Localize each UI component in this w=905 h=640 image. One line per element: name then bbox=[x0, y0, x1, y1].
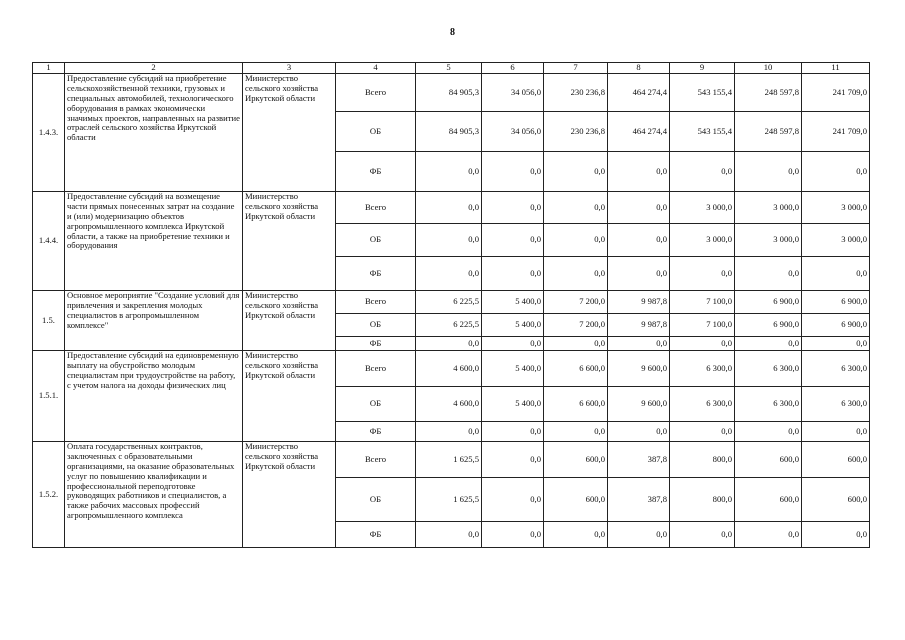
column-header: 2 bbox=[65, 63, 243, 74]
value-cell: 3 000,0 bbox=[735, 224, 802, 257]
value-cell: 0,0 bbox=[608, 224, 670, 257]
value-cell: 0,0 bbox=[482, 224, 544, 257]
funding-source: Всего bbox=[336, 192, 416, 224]
value-cell: 0,0 bbox=[482, 152, 544, 192]
value-cell: 6 900,0 bbox=[802, 291, 870, 314]
column-number-row bbox=[33, 63, 870, 74]
value-cell: 6 900,0 bbox=[735, 291, 802, 314]
value-cell: 0,0 bbox=[608, 422, 670, 442]
column-header: 7 bbox=[544, 63, 608, 74]
value-cell: 600,0 bbox=[735, 478, 802, 522]
value-cell: 9 987,8 bbox=[608, 291, 670, 314]
value-cell: 0,0 bbox=[416, 257, 482, 291]
item-executor: Министерство сельского хозяйства Иркутской области bbox=[243, 74, 336, 192]
value-cell: 0,0 bbox=[735, 152, 802, 192]
value-cell: 6 600,0 bbox=[544, 387, 608, 422]
value-cell: 5 400,0 bbox=[482, 314, 544, 337]
value-cell: 6 225,5 bbox=[416, 291, 482, 314]
value-cell: 248 597,8 bbox=[735, 112, 802, 152]
table-row bbox=[33, 192, 870, 224]
value-cell: 84 905,3 bbox=[416, 74, 482, 112]
value-cell: 5 400,0 bbox=[482, 291, 544, 314]
value-cell: 0,0 bbox=[544, 337, 608, 351]
column-header: 3 bbox=[243, 63, 336, 74]
column-header: 5 bbox=[416, 63, 482, 74]
value-cell: 241 709,0 bbox=[802, 74, 870, 112]
funding-source: ФБ bbox=[336, 522, 416, 548]
value-cell: 0,0 bbox=[416, 224, 482, 257]
value-cell: 0,0 bbox=[544, 257, 608, 291]
value-cell: 6 300,0 bbox=[802, 351, 870, 387]
item-number: 1.5.1. bbox=[33, 351, 65, 442]
value-cell: 600,0 bbox=[544, 442, 608, 478]
funding-source: ОБ bbox=[336, 112, 416, 152]
value-cell: 34 056,0 bbox=[482, 112, 544, 152]
value-cell: 3 000,0 bbox=[735, 192, 802, 224]
item-number: 1.5.2. bbox=[33, 442, 65, 548]
value-cell: 241 709,0 bbox=[802, 112, 870, 152]
value-cell: 84 905,3 bbox=[416, 112, 482, 152]
value-cell: 1 625,5 bbox=[416, 478, 482, 522]
value-cell: 0,0 bbox=[670, 522, 735, 548]
funding-source: Всего bbox=[336, 74, 416, 112]
value-cell: 543 155,4 bbox=[670, 74, 735, 112]
value-cell: 600,0 bbox=[735, 442, 802, 478]
value-cell: 9 987,8 bbox=[608, 314, 670, 337]
item-number: 1.4.4. bbox=[33, 192, 65, 291]
item-number: 1.5. bbox=[33, 291, 65, 351]
item-executor: Министерство сельского хозяйства Иркутской области bbox=[243, 351, 336, 442]
item-executor: Министерство сельского хозяйства Иркутской области bbox=[243, 442, 336, 548]
value-cell: 0,0 bbox=[482, 192, 544, 224]
value-cell: 0,0 bbox=[802, 257, 870, 291]
funding-source: ОБ bbox=[336, 224, 416, 257]
value-cell: 6 900,0 bbox=[735, 314, 802, 337]
item-name: Предоставление субсидий на приобретение сельскохозяйственной техники, грузовых и специальных автомобилей, технологического оборудования в рамках экономически значимых проектов, направленных на развитие отраслей сельского хозяйства Иркутской области bbox=[65, 74, 243, 192]
value-cell: 3 000,0 bbox=[670, 224, 735, 257]
funding-source: ОБ bbox=[336, 314, 416, 337]
value-cell: 0,0 bbox=[482, 522, 544, 548]
value-cell: 0,0 bbox=[544, 152, 608, 192]
column-header: 8 bbox=[608, 63, 670, 74]
value-cell: 464 274,4 bbox=[608, 112, 670, 152]
value-cell: 0,0 bbox=[416, 337, 482, 351]
value-cell: 7 100,0 bbox=[670, 291, 735, 314]
budget-table bbox=[32, 62, 870, 548]
value-cell: 0,0 bbox=[608, 257, 670, 291]
funding-source: ФБ bbox=[336, 422, 416, 442]
value-cell: 3 000,0 bbox=[802, 192, 870, 224]
funding-source: Всего bbox=[336, 351, 416, 387]
value-cell: 0,0 bbox=[416, 152, 482, 192]
column-header: 6 bbox=[482, 63, 544, 74]
value-cell: 0,0 bbox=[608, 522, 670, 548]
funding-source: Всего bbox=[336, 291, 416, 314]
item-number: 1.4.3. bbox=[33, 74, 65, 192]
value-cell: 9 600,0 bbox=[608, 351, 670, 387]
value-cell: 9 600,0 bbox=[608, 387, 670, 422]
value-cell: 0,0 bbox=[735, 522, 802, 548]
value-cell: 5 400,0 bbox=[482, 351, 544, 387]
value-cell: 600,0 bbox=[802, 442, 870, 478]
value-cell: 0,0 bbox=[735, 422, 802, 442]
value-cell: 248 597,8 bbox=[735, 74, 802, 112]
column-header: 10 bbox=[735, 63, 802, 74]
value-cell: 0,0 bbox=[670, 257, 735, 291]
column-header: 11 bbox=[802, 63, 870, 74]
value-cell: 0,0 bbox=[416, 192, 482, 224]
value-cell: 0,0 bbox=[670, 422, 735, 442]
table-row bbox=[33, 351, 870, 387]
value-cell: 6 300,0 bbox=[735, 387, 802, 422]
value-cell: 0,0 bbox=[735, 337, 802, 351]
funding-source: ФБ bbox=[336, 152, 416, 192]
value-cell: 0,0 bbox=[482, 257, 544, 291]
value-cell: 0,0 bbox=[802, 152, 870, 192]
item-name: Предоставление субсидий на возмещение части прямых понесенных затрат на создание и (или) модернизацию объектов агропромышленного комплекса Иркутской области, а также на приобретение техники и оборудования bbox=[65, 192, 243, 291]
value-cell: 1 625,5 bbox=[416, 442, 482, 478]
value-cell: 230 236,8 bbox=[544, 112, 608, 152]
table-body bbox=[33, 74, 870, 548]
table-row bbox=[33, 74, 870, 112]
column-header: 9 bbox=[670, 63, 735, 74]
table-header bbox=[33, 63, 870, 74]
value-cell: 3 000,0 bbox=[802, 224, 870, 257]
funding-source: ФБ bbox=[336, 337, 416, 351]
value-cell: 4 600,0 bbox=[416, 351, 482, 387]
value-cell: 0,0 bbox=[482, 422, 544, 442]
value-cell: 5 400,0 bbox=[482, 387, 544, 422]
value-cell: 387,8 bbox=[608, 442, 670, 478]
value-cell: 0,0 bbox=[735, 257, 802, 291]
value-cell: 6 300,0 bbox=[735, 351, 802, 387]
value-cell: 4 600,0 bbox=[416, 387, 482, 422]
value-cell: 0,0 bbox=[802, 422, 870, 442]
page-number: 8 bbox=[450, 27, 455, 38]
value-cell: 800,0 bbox=[670, 478, 735, 522]
value-cell: 7 100,0 bbox=[670, 314, 735, 337]
value-cell: 6 600,0 bbox=[544, 351, 608, 387]
value-cell: 0,0 bbox=[482, 478, 544, 522]
column-header: 4 bbox=[336, 63, 416, 74]
item-executor: Министерство сельского хозяйства Иркутской области bbox=[243, 192, 336, 291]
value-cell: 0,0 bbox=[416, 422, 482, 442]
value-cell: 7 200,0 bbox=[544, 291, 608, 314]
value-cell: 0,0 bbox=[544, 192, 608, 224]
value-cell: 0,0 bbox=[670, 152, 735, 192]
value-cell: 0,0 bbox=[670, 337, 735, 351]
item-executor: Министерство сельского хозяйства Иркутской области bbox=[243, 291, 336, 351]
value-cell: 464 274,4 bbox=[608, 74, 670, 112]
value-cell: 387,8 bbox=[608, 478, 670, 522]
value-cell: 600,0 bbox=[802, 478, 870, 522]
value-cell: 230 236,8 bbox=[544, 74, 608, 112]
value-cell: 0,0 bbox=[482, 337, 544, 351]
value-cell: 0,0 bbox=[608, 192, 670, 224]
value-cell: 0,0 bbox=[482, 442, 544, 478]
value-cell: 0,0 bbox=[802, 522, 870, 548]
value-cell: 6 300,0 bbox=[670, 387, 735, 422]
value-cell: 800,0 bbox=[670, 442, 735, 478]
value-cell: 3 000,0 bbox=[670, 192, 735, 224]
funding-source: ФБ bbox=[336, 257, 416, 291]
table-row bbox=[33, 291, 870, 314]
value-cell: 0,0 bbox=[544, 422, 608, 442]
item-name: Предоставление субсидий на единовременную выплату на обустройство молодым специалистам при трудоустройстве на работу, с учетом налога на доходы физических лиц bbox=[65, 351, 243, 442]
value-cell: 6 900,0 bbox=[802, 314, 870, 337]
value-cell: 0,0 bbox=[802, 337, 870, 351]
value-cell: 6 300,0 bbox=[802, 387, 870, 422]
item-name: Основное мероприятие "Создание условий для привлечения и закрепления молодых специалистов в агропромышленном комплексе" bbox=[65, 291, 243, 351]
value-cell: 0,0 bbox=[608, 337, 670, 351]
value-cell: 7 200,0 bbox=[544, 314, 608, 337]
value-cell: 6 300,0 bbox=[670, 351, 735, 387]
item-name: Оплата государственных контрактов, заключенных с образовательными организациями, на оказание образовательных услуг по повышению квалификации и профессиональной переподготовке руководящих работников и специалистов, а также рабочих массовых профессий агропромышленного комплекса bbox=[65, 442, 243, 548]
value-cell: 34 056,0 bbox=[482, 74, 544, 112]
funding-source: Всего bbox=[336, 442, 416, 478]
table-row bbox=[33, 442, 870, 478]
value-cell: 0,0 bbox=[416, 522, 482, 548]
funding-source: ОБ bbox=[336, 478, 416, 522]
value-cell: 543 155,4 bbox=[670, 112, 735, 152]
funding-source: ОБ bbox=[336, 387, 416, 422]
column-header: 1 bbox=[33, 63, 65, 74]
value-cell: 0,0 bbox=[608, 152, 670, 192]
value-cell: 6 225,5 bbox=[416, 314, 482, 337]
value-cell: 0,0 bbox=[544, 522, 608, 548]
value-cell: 600,0 bbox=[544, 478, 608, 522]
value-cell: 0,0 bbox=[544, 224, 608, 257]
